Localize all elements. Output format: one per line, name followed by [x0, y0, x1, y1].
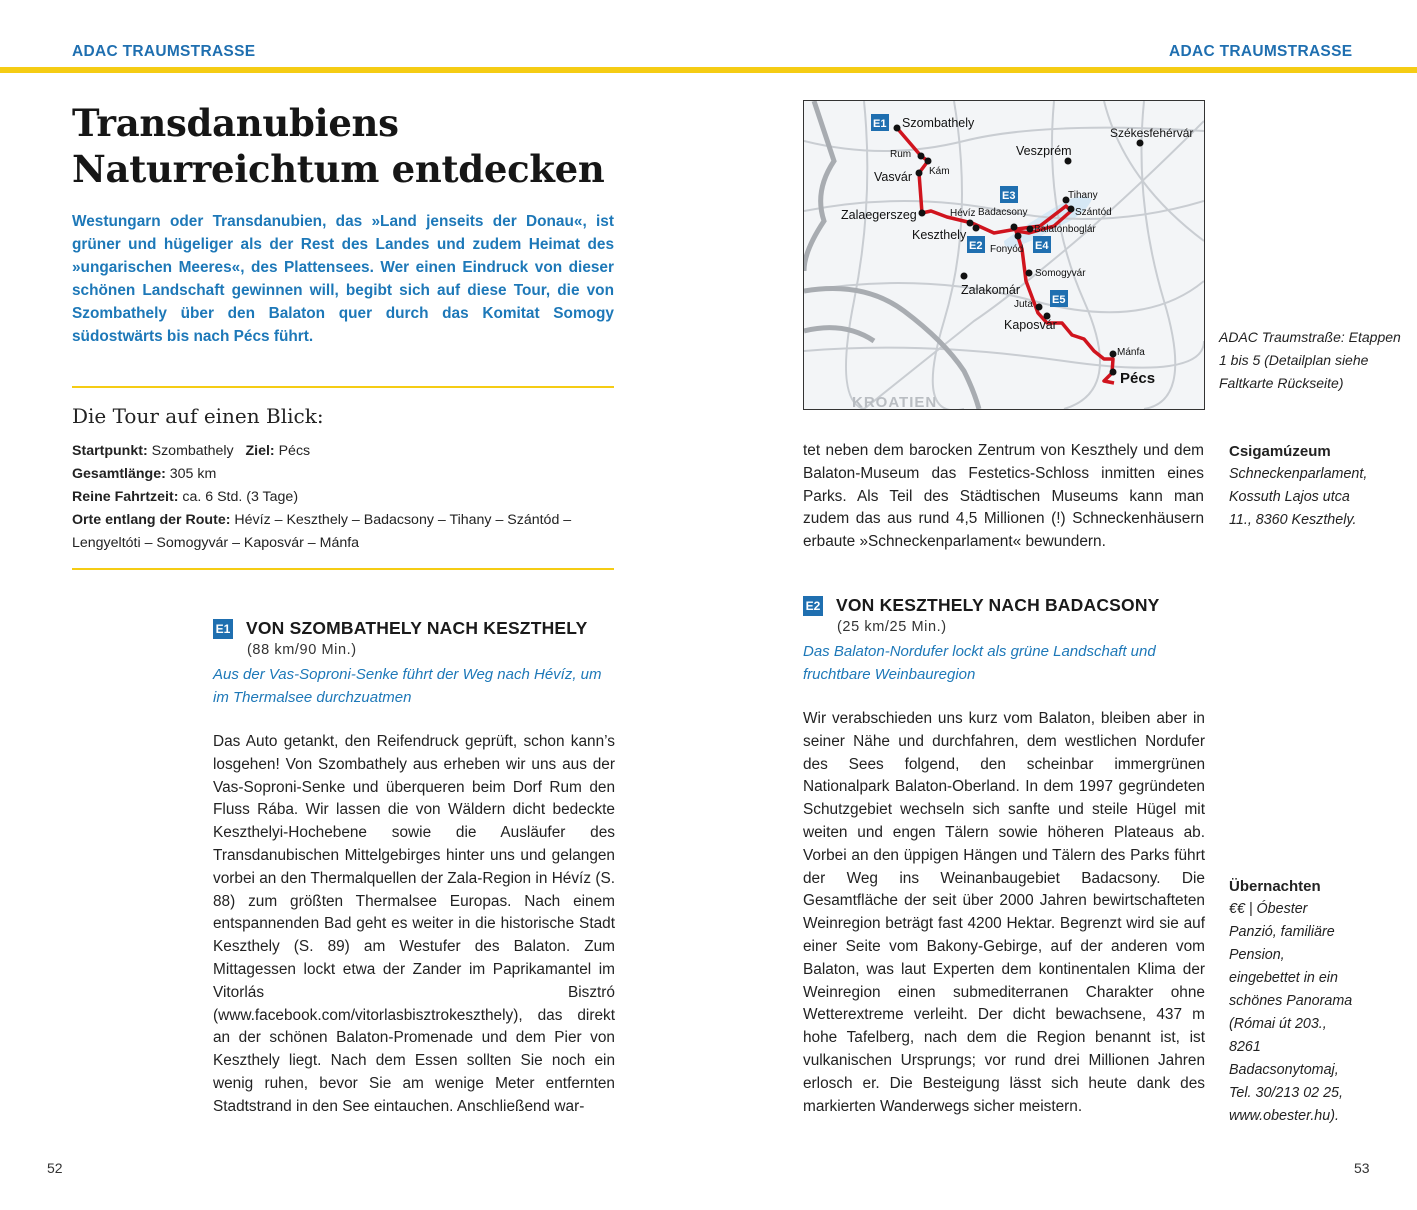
label-keszthely: Keszthely: [912, 228, 967, 242]
svg-text:E4: E4: [1035, 240, 1049, 252]
label-badacsony: Badacsony: [978, 207, 1028, 218]
fact-start-goal: [72, 440, 617, 463]
note-stay-title: Übernachten: [1229, 878, 1321, 895]
label-veszprem: Veszprém: [1016, 144, 1072, 158]
title-line-1: Transdanubiens: [72, 101, 399, 145]
continued-text: tet neben dem barocken Zentrum von Keszthely und dem Balaton-Museum das Festetics-Schloss inmitten eines Parks. Als Teil des Städtischen Museums kann man zudem das aus rund 4,5 Millionen (!) Schneckenhäusern erbaute »Schneckenparlament« bewundern.: [803, 442, 1204, 551]
stage-1-badge: E1: [213, 619, 233, 639]
page-number-right: 53: [1354, 1160, 1370, 1176]
label-zalaegerszeg: Zalaegerszeg: [841, 208, 917, 222]
stage-1-section: [213, 618, 615, 1119]
tour-facts: [72, 440, 617, 555]
place-labels: [841, 116, 1193, 409]
length-label: Gesamtlänge:: [72, 466, 166, 482]
svg-text:E5: E5: [1052, 294, 1066, 306]
svg-text:E1: E1: [873, 118, 887, 130]
note-museum: [1229, 440, 1368, 532]
tour-box-title: Die Tour auf einen Blick:: [72, 404, 324, 428]
running-head-left: ADAC TRAUMSTRASSE: [72, 43, 256, 60]
goal-value: Pécs: [278, 443, 311, 459]
stage-1-teaser: Aus der Vas-Soproni-Senke führt der Weg nach Hévíz, um im Thermalsee durchzuatmen: [213, 666, 602, 706]
svg-text:E3: E3: [1002, 190, 1016, 202]
label-szekesfehervar: Székesfehérvár: [1110, 126, 1194, 140]
label-kroatien: KROATIEN: [852, 394, 938, 409]
tour-box-top-rule: [72, 386, 614, 388]
label-kaposvar: Kaposvár: [1004, 318, 1057, 332]
stage-1-title: VON SZOMBATHELY NACH KESZTHELY: [246, 618, 588, 638]
stage-2-header: [803, 595, 1205, 616]
label-kam: Kám: [929, 166, 950, 177]
stage-2-section: [803, 595, 1205, 1118]
goal-label: Ziel:: [245, 443, 275, 459]
stage-1-header: [213, 618, 615, 639]
start-value: Szombathely: [151, 443, 234, 459]
stage-2-body: Wir verabschieden uns kurz vom Balaton, bleiben aber in seiner Nähe und durchfahren, dem westlichen Nordufer des Sees folgend, den scheinbar immergrünen Nationalpark Balaton-Oberland. In dem 1997 gegründeten Schutzgebiet wechseln sich sanfte und steile Hügel mit weiten und engen Tälern sowie höheren Plateaus ab. Vorbei an den üppigen Hängen und Tälern des Parks führt der Weg ins Weinanbaugebiet Badacsony. Die Gesamtfläche der seit über 2000 Jahren bewirtschafteten Weinregion beträgt fast 4200 Hektar. Begrenzt wird sie auf einer Seite vom Bakony-Gebirge, auf der anderen vom Balaton, was laut Experten dem kontinentalen Klima der Weinregion einen submediterranen Charakter ohne Wetterextreme verleiht. Der dicht bewachsene, 437 m hohe Tafelberg, nach dem die Region benannt ist, ist vulkanischen Ursprungs; vor rund drei Millionen Jahren erlosch er. Die Besteigung lässt sich heute dank des markierten Wanderwegs sicher meistern.: [803, 710, 1205, 1115]
label-szombathely: Szombathely: [902, 116, 975, 130]
label-fonyod: Fonyód: [990, 244, 1024, 255]
label-manfa: Mánfa: [1117, 347, 1145, 358]
tour-box-bottom-rule: [72, 568, 614, 570]
label-vasvar: Vasvár: [874, 170, 912, 184]
border-lines: [804, 101, 979, 409]
length-value: 305 km: [169, 466, 217, 482]
label-szantod: Szántód: [1075, 207, 1112, 218]
label-tihany: Tihany: [1068, 190, 1098, 201]
places-value: Hévíz – Keszthely – Badacsony – Tihany – Szántód – Lengyeltóti – Somogyvár – Kaposvár – Mánfa: [72, 512, 572, 551]
label-zalakomar: Zalakomár: [961, 283, 1021, 297]
stage-2-distance: (25 km/25 Min.): [837, 619, 947, 635]
note-stay-body: €€ | Óbester Panzió, familiäre Pension, eingebettet in ein schönes Panorama (Római út 203., 8261 Badacsonytomaj, Tel. 30/213 02 25, www.obester.hu).: [1229, 901, 1353, 1124]
time-label: Reine Fahrtzeit:: [72, 489, 179, 505]
label-heviz: Hévíz: [950, 208, 976, 219]
stage-2-teaser: Das Balaton-Nordufer lockt als grüne Landschaft und fruchtbare Weinbauregion: [803, 643, 1156, 683]
road-network: [804, 101, 1204, 409]
stage-2-badge: E2: [803, 596, 823, 616]
stage-1-distance: (88 km/90 Min.): [247, 642, 357, 658]
fact-length: [72, 463, 617, 486]
stage-2-title: VON KESZTHELY NACH BADACSONY: [836, 595, 1160, 615]
label-rum: Rum: [890, 149, 912, 160]
running-head-right: ADAC TRAUMSTRASSE: [1169, 43, 1353, 60]
label-balatonboglar: Balatonboglár: [1034, 224, 1096, 235]
fact-places: [72, 509, 617, 555]
title-line-2: Naturreichtum entdecken: [72, 147, 605, 191]
time-value: ca. 6 Std. (3 Tage): [182, 489, 299, 505]
map-caption: ADAC Traumstraße: Etappen 1 bis 5 (Detailplan siehe Faltkarte Rückseite): [1219, 329, 1401, 391]
page-number-left: 52: [47, 1160, 63, 1176]
start-label: Startpunkt:: [72, 443, 148, 459]
note-museum-body: Schneckenparlament, Kossuth Lajos utca 11., 8360 Keszthely.: [1229, 466, 1368, 528]
fact-time: [72, 486, 617, 509]
label-somogyvar: Somogyvár: [1035, 268, 1086, 279]
route-map: [803, 100, 1205, 410]
lead-paragraph: Westungarn oder Transdanubien, das »Land jenseits der Donau«, ist grüner und hügeliger als der Rest des Landes und zudem Heimat des »ungarischen Meeres«, des Plattensees. Wer einen Eindruck von dieser schönen Landschaft gewinnen will, begibt sich auf diese Tour, die von Szombathely über den Balaton quer durch das Komitat Somogy südostwärts bis nach Pécs führt.: [72, 213, 614, 345]
label-juta: Juta: [1014, 299, 1033, 310]
note-stay: [1229, 875, 1357, 1128]
page-title: [72, 100, 632, 192]
map-graphic: [804, 101, 1204, 409]
stage-1-body: Das Auto getankt, den Reifendruck geprüft, schon kann’s losgehen! Von Szombathely aus erheben wir uns aus der Vas-Soproni-Senke und überqueren beim Dorf Rum den Fluss Rába. Wir lassen die von Wäldern dicht bedeckte Keszthelyi-Hochebene sowie die Ausläufer des Transdanubischen Mittelgebirges hinter uns und gelangen vorbei an den Thermalquellen der Zala-Region in Hévíz (S. 88) zum größten Thermalsee Europas. Nach einem entspannenden Bad geht es weiter in die historische Stadt Keszthely (S. 89) am Westufer des Balaton. Zum Mittagessen lockt etwa der Zander im Paprikamantel im Vitorlás Bisztró (www.facebook.com/vitorlasbisztrokeszthely), das direkt an der schönen Balaton-Promenade und dem Pier von Keszthely liegt. Nach dem Essen sollten Sie noch ein wenig ruhen, bevor Sie am wenige Meter entfernten Stadtstrand in den See eintauchen. Anschließend war-: [213, 733, 615, 1115]
places-label: Orte entlang der Route:: [72, 512, 231, 528]
note-museum-title: Csigamúzeum: [1229, 443, 1331, 460]
svg-text:E2: E2: [969, 240, 983, 252]
header-bar: [0, 67, 1417, 73]
label-pecs: Pécs: [1120, 370, 1156, 387]
